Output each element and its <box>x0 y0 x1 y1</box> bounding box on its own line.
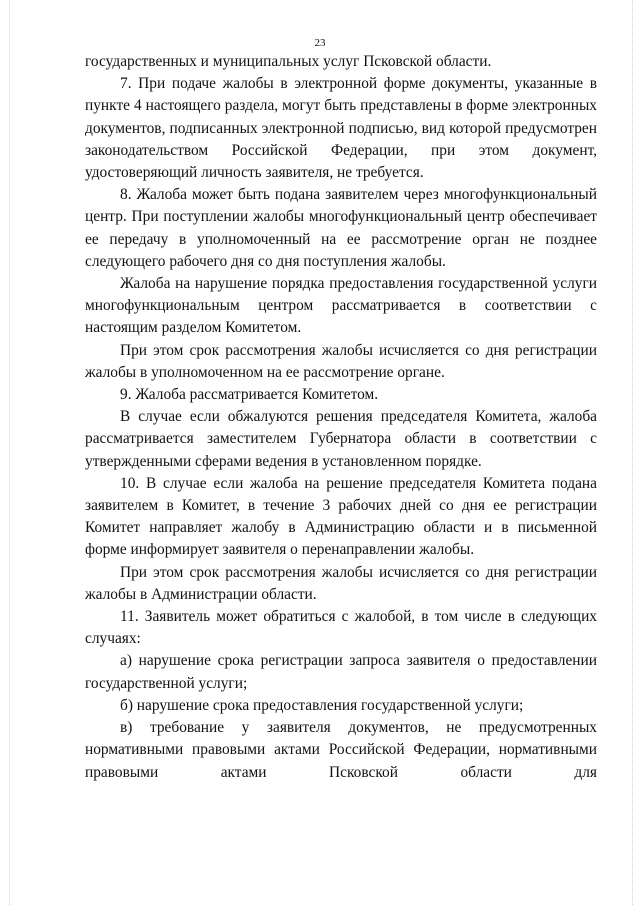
page-number: 23 <box>314 37 326 49</box>
paragraph-subitem-b: б) нарушение срока предоставления государственной услуги; <box>120 696 524 714</box>
paragraph-review-term-1: При этом срок рассмотрения жалобы исчисляется со дня регистрации жалобы в уполномоченном на ее рассмотрение органе. <box>85 341 597 381</box>
paragraph-continuation: государственных и муниципальных услуг Псковской области. <box>85 53 492 70</box>
paragraph-item-10: 10. В случае если жалоба на решение председателя Комитета подана заявителем в Комитет, в течение 3 рабочих дней со дня ее регистрации Комитет направляет жалобу в Администрацию области и в письменной форме информирует заявителя о перенаправлении жалобы. <box>85 474 597 559</box>
paragraph-mfc-complaint: Жалоба на нарушение порядка предоставления государственной услуги многофункциональным центром рассматривается в соответствии с настоящим разделом Комитетом. <box>85 275 597 337</box>
paragraph-review-term-2: При этом срок рассмотрения жалобы исчисляется со дня регистрации жалобы в Администрации области. <box>85 563 597 603</box>
paragraph-item-8: 8. Жалоба может быть подана заявителем через многофункциональный центр. При поступлении жалобы многофункциональный центр обеспечивает ее передачу в уполномоченный на ее рассмотрение орган не позднее следующего рабочего дня со дня поступления жалобы. <box>85 186 597 270</box>
paragraph-item-11: 11. Заявитель может обратиться с жалобой, в том числе в следующих случаях: <box>85 608 597 648</box>
scan-edge-right <box>632 0 633 905</box>
scan-edge-left <box>9 0 10 905</box>
paragraph-item-9: 9. Жалоба рассматривается Комитетом. <box>120 386 379 404</box>
paragraph-subitem-v: в) требование у заявителя документов, не предусмотренных нормативными правовыми актами Российской Федерации, нормативными правовыми актами Псковской области для <box>85 719 597 781</box>
document-body <box>85 51 597 784</box>
paragraph-subitem-a: а) нарушение срока регистрации запроса заявителя о предоставлении государственной услуги; <box>85 652 597 692</box>
paragraph-item-7: 7. При подаче жалобы в электронной форме документы, указанные в пункте 4 настоящего раздела, могут быть представлены в форме электронных документов, подписанных электронной подписью, вид которой предусмотрен законодательством Российской Федерации, при этом документ, удостоверяющий личность заявителя, не требуется. <box>85 75 597 182</box>
paragraph-chairman-decision: В случае если обжалуются решения председателя Комитета, жалоба рассматривается заместителем Губернатора области в соответствии с утвержденными сферами ведения в установленном порядке. <box>85 408 597 470</box>
